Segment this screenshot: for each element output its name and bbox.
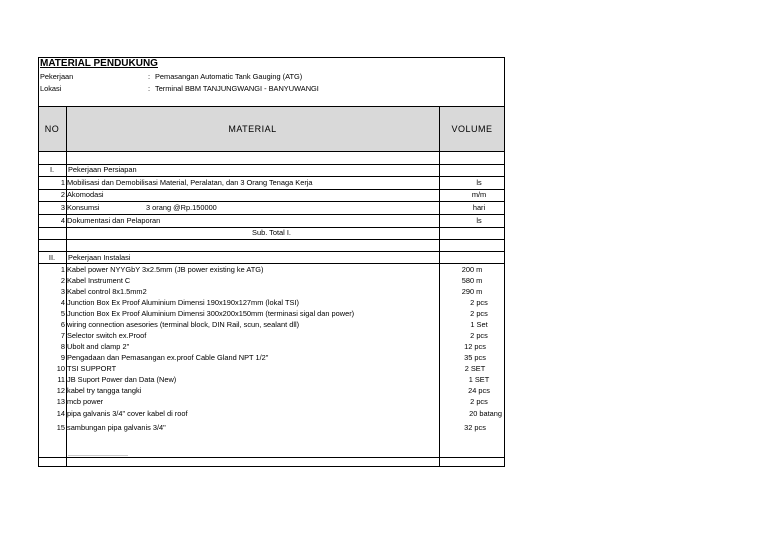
- section-1-row-no: 2: [60, 190, 65, 199]
- section-2-row-material: mcb power: [67, 397, 104, 406]
- section-2-row-volume: 24 pcs: [468, 386, 490, 395]
- info-sep-lokasi: :: [148, 84, 151, 93]
- section-2-row-no: 10: [56, 364, 65, 373]
- info-sep-pekerjaan: :: [148, 72, 151, 81]
- section-1-no: I.: [49, 165, 55, 174]
- section-1-row-material: Konsumsi: [67, 203, 100, 212]
- section-1-row-volume: m/m: [471, 190, 487, 199]
- section-2-row-no: 8: [60, 342, 65, 351]
- row-line: [38, 251, 505, 252]
- material-sheet: [38, 57, 505, 467]
- section-2-row-material: kabel try tangga tangki: [67, 386, 142, 395]
- section-2-row-material: pipa galvanis 3/4" cover kabel di roof: [67, 409, 188, 418]
- faint-divider: [68, 455, 128, 456]
- section-2-row-no: 15: [56, 423, 65, 432]
- section-2-row-volume: 2 pcs: [470, 397, 488, 406]
- section-2-row-no: 12: [56, 386, 65, 395]
- section-2-row-material: Ubolt and clamp 2": [67, 342, 130, 351]
- section-1-row-no: 3: [60, 203, 65, 212]
- section-2-row-volume: 200 m: [461, 265, 483, 274]
- section-2-row-no: 4: [60, 298, 65, 307]
- section-2-row-volume: 290 m: [461, 287, 483, 296]
- section-1-row-material: Akomodasi: [67, 190, 104, 199]
- section-1-row-volume: ls: [476, 216, 482, 225]
- section-2-row-no: 1: [60, 265, 65, 274]
- section-2-row-material: sambungan pipa galvanis 3/4": [67, 423, 166, 432]
- section-2-row-material: Kabel power NYYGbY 3x2.5mm (JB power existing ke ATG): [67, 265, 264, 274]
- section-2-row-volume: 2 pcs: [470, 331, 488, 340]
- section-2-title: Pekerjaan Instalasi: [68, 253, 131, 262]
- section-2-row-volume: 580 m: [461, 276, 483, 285]
- section-2-row-volume: 20 batang: [469, 409, 502, 418]
- section-1-row-volume: ls: [476, 178, 482, 187]
- section-2-row-volume: 32 pcs: [464, 423, 486, 432]
- section-2-row-volume: 35 pcs: [464, 353, 486, 362]
- section-1-row-no: 4: [60, 216, 65, 225]
- info-label-lokasi: Lokasi: [40, 84, 62, 93]
- section-2-row-volume: 2 SET: [464, 364, 486, 373]
- section-2-row-volume: 1 Set: [470, 320, 488, 329]
- section-1-row-no: 1: [60, 178, 65, 187]
- section-1-row-volume: hari: [472, 203, 486, 212]
- header-volume: VOLUME: [451, 124, 493, 134]
- section-2-row-material: Kabel Instrument C: [67, 276, 131, 285]
- section-2-row-material: JB Suport Power dan Data (New): [67, 375, 177, 384]
- section-1-row-material: Mobilisasi dan Demobilisasi Material, Peralatan, dan 3 Orang Tenaga Kerja: [67, 178, 313, 187]
- section-2-row-material: Junction Box Ex Proof Aluminium Dimensi 190x190x127mm (lokal TSI): [67, 298, 299, 307]
- row-line: [38, 457, 505, 458]
- section-2-row-material: wiring connection asesories (terminal block, DIN Rail, scun, sealant dll): [67, 320, 300, 329]
- section-2-row-material: Selector switch ex.Proof: [67, 331, 147, 340]
- header-no: NO: [44, 124, 60, 134]
- section-2-row-no: 3: [60, 287, 65, 296]
- header-bottom-border: [38, 151, 505, 152]
- section-2-row-material: TSI SUPPORT: [67, 364, 117, 373]
- info-value-lokasi: Terminal BBM TANJUNGWANGI - BANYUWANGI: [155, 84, 319, 93]
- section-2-row-material: Pengadaan dan Pemasangan ex.proof Cable Gland NPT 1/2": [67, 353, 269, 362]
- section-2-row-material: Kabel control 8x1.5mm2: [67, 287, 147, 296]
- row-line: [38, 214, 505, 215]
- subtotal-line: [38, 239, 505, 240]
- document-title: MATERIAL PENDUKUNG: [40, 58, 158, 69]
- section-1-row-material: Dokumentasi dan Pelaporan: [67, 216, 161, 225]
- section-2-row-no: 14: [56, 409, 65, 418]
- section-2-row-no: 7: [60, 331, 65, 340]
- header-material: MATERIAL: [228, 124, 277, 134]
- section-2-row-no: 13: [56, 397, 65, 406]
- row-line: [38, 176, 505, 177]
- section-1-row-extra: 3 orang @Rp.150000: [146, 203, 217, 212]
- section-2-no: II.: [48, 253, 56, 262]
- section-2-row-no: 6: [60, 320, 65, 329]
- subtotal-label: Sub. Total I.: [252, 228, 291, 237]
- section-2-row-no: 11: [57, 375, 65, 384]
- section-2-row-volume: 12 pcs: [464, 342, 486, 351]
- section-2-row-no: 2: [60, 276, 65, 285]
- section-2-row-volume: 2 pcs: [470, 309, 488, 318]
- section-2-row-no: 9: [60, 353, 65, 362]
- row-line: [38, 189, 505, 190]
- row-line: [38, 263, 505, 264]
- section-2-row-no: 5: [60, 309, 65, 318]
- row-line: [38, 201, 505, 202]
- info-label-pekerjaan: Pekerjaan: [40, 72, 74, 81]
- section-2-row-volume: 1 SET: [468, 375, 490, 384]
- section-2-row-material: Junction Box Ex Proof Aluminium Dimensi 300x200x150mm (terminasi sigal dan power): [67, 309, 355, 318]
- section-1-title: Pekerjaan Persiapan: [68, 165, 137, 174]
- section-2-row-volume: 2 pcs: [470, 298, 488, 307]
- info-value-pekerjaan: Pemasangan Automatic Tank Gauging (ATG): [155, 72, 303, 81]
